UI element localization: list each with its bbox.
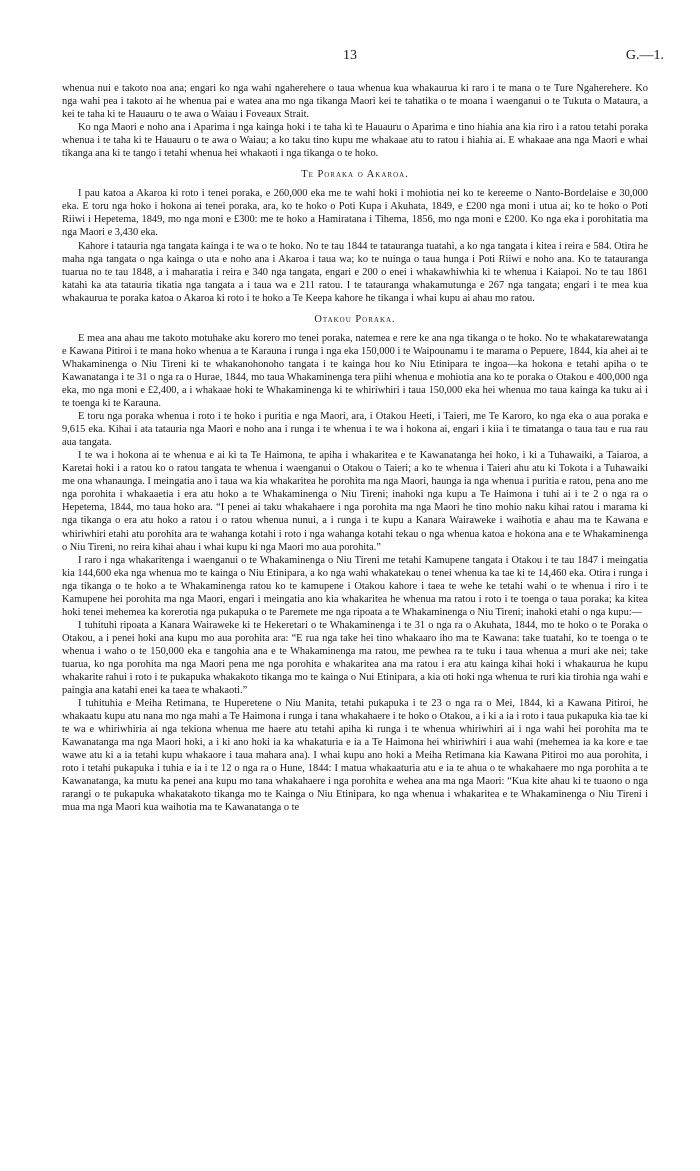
paragraph: Ko nga Maori e noho ana i Aparima i nga kainga hoki i te taha ki te Hauauru o Aparima e tino hiahia ana kia riro i a ratou tetahi poraka whenua i te taha ki te Hauauru o te awa o Waiau; a ko taku tino kupu me whakaae atu to ratou i hiahia ai. E whakaae ana nga Maori e whai tikanga ana ki te tango i tetahi whenua hei whakaoti i nga tikanga o te hoko. xyxy=(62,122,648,160)
paragraph: whenua nui e takoto noa ana; engari ko nga wahi ngaherehere o taua whenua kua whakaurua ki raro i te mana o te Ture Ngaherehere. Ko nga wahi pea i takoto ai he whenua pai e watea ana mo nga tikanga Maori kei te tahatika o te moana i waenganui o te Tukuta o Mataura, a kei te taha ki te Hauauru o te awa o Waiau i Foveaux Strait. xyxy=(62,83,648,121)
paragraph: I pau katoa a Akaroa ki roto i tenei poraka, e 260,000 eka me te wahi hoki i mohiotia nei ko te kereeme o Nanto-Bordelaise e 30,000 eka. E toru nga hoko i hokona ai tenei poraka, ara, ko te hoko o Poti Kupa i Akuhata, 1849, e £200 nga moni i utua ai; ko te hoko o Poti Riiwi i Hepetema, 1849, mo nga moni e £300: me te hoko a Hamiratana i Tihema, 1856, mo nga moni e £200. Ko nga eka i porohitatia ma nga Maori e 3,430 eka. xyxy=(62,188,648,239)
paragraph: I tuhituhia e Meiha Retimana, te Huperetene o Niu Manita, tetahi pukapuka i te 23 o nga ra o Mei, 1844, ki a Kawana Pitiroi, he whakaatu kupu atu nana mo nga mahi a Te Haimona i runga i tana whakahaere i te hoko o Otakou, a i ki a ia i roto i taua pukapuka kia tae ki te wa e whiriwhiria ai nga tekiona whenua me haere atu tetahi apiha ki runga i te whenua whiriwhiri ai i nga wahi hei porohita ma te Kawanatanga ma nga Maori hoki, a i ki ano hoki ia ka whakaturia e ia a Te Haimona hei whiriwhiri i aua wahi (mehemea ia ka kore e tae wawe atu ki a ia tetahi kupu whakaore i taua mahara ana). I whai kupu ano hoki a Meiha Retimana kia Kawana Pitiroi mo aua porohita, i roto i tetahi pukapuka i tuhia e ia i te 12 o nga ra o Hune, 1844: I matua whakaaturia atu e ia te ahua o te whakahaere mo nga porohita a te Kawanatanga, ka mutu ka penei ana kupu mo tana whakahaere i nga porohita e wehea ana ma nga Maori: “Kua kite ahau ki te tuaono o nga rarangi o te pukapuka whakatakoto tikanga mo te Kainga o Niu Etinipara, ko nga whenua i whakaritea e te Whakaminenga o Niu Tireni i mua ma nga Maori kua waihotia ma te Kawanatanga o te xyxy=(62,698,648,814)
paragraph: I raro i nga whakaritenga i waenganui o te Whakaminenga o Niu Tireni me tetahi Kamupene tangata i Otakou i te tau 1847 i meingatia kia 144,600 eka nga whenua mo te kainga o Niu Etinipara, a ko nga wahi whakatekau o tenei whenua ka tae ki te 14,460 eka. Otira i runga i nga tikanga o te hoko a te Whakaminenga ratou ko te kamupene i Otakou kahore i taea te wehe ke tetahi wahi o te whenua i riro i te Kamupene hei porohita ma nga Maori, engari i meingatia ano kia whakaritea he whenua ma ratou i roto i te toenga o taua poraka; ka kitea hoki tenei mehemea ka korerotia nga pukapuka o te Paremete me nga ripoata a te Whakaminenga o Niu Tireni; inahoki etahi o nga kupu:— xyxy=(62,554,648,618)
section-continuation xyxy=(62,82,648,160)
paragraph: E toru nga poraka whenua i roto i te hoko i puritia e nga Maori, ara, i Otakou Heeti, i Taieri, me Te Karoro, ko nga eka o aua poraka e 9,615 eka. Kihai i ata tatauria nga Maori e noho ana i runga i te whenua i te wa i hokona ai, engari i kiia i te timatanga o taua tau e rua rau aua tangata. xyxy=(62,411,648,449)
paragraph: Kahore i tatauria nga tangata kainga i te wa o te hoko. No te tau 1844 te tatauranga tuatahi, a ko nga tangata i kitea i reira e 584. Otira he maha nga tangata o nga kainga o uta e noho ana i Akaroa i taua wa; ko te nuinga o taua hunga i Poti Riiwi e noho ana. Ko te tatauranga tuarua no te tau 1848, a i maharatia i reira e 340 nga tangata, engari e 200 o enei i whakawhiwhia ki te whenua i Kaiapoi. No te tau 1861 katahi ka ata tatauria tikatia nga tangata a i taua wa e 211 ratou. I te tatauranga whakamutunga e 267 nga tangata; engari i te mea kua whakaurua te poraka katoa o Akaroa ki roto i te hoko a Te Keepa kahore he tikanga i whai kupu ai ahau mo ratou. xyxy=(62,240,648,304)
document-body xyxy=(62,82,648,815)
paragraph: E mea ana ahau me takoto motuhake aku korero mo tenei poraka, natemea e rere ke ana nga tikanga o te hoko. No te whakatarewatanga e Kawana Pitiroi i te mana hoko whenua a te Karauna i runga i nga eka 150,000 i te Waipounamu i te marama o Pepuere, 1844, kia ahei ai te Whakaminenga o Niu Tireni ki te whakanohonoho tangata i te kainga hou ko Niu Etinipara te ingoa—ka hokona e tetahi apiha o te Kawanatanga i te 31 o nga ra o Hurae, 1844, mo taua Whakaminenga tera piihi whenua e mohiotia ana ko te poraka o Otakou e 400,000 nga eka, mo nga moni e £2,400, a i whakaae hoki te Whakaminenga ki te whiriwhiri i taua 150,000 eka hei whenua mo taua kainga ka tuku ai i te toenga ki te Karauna. xyxy=(62,332,648,410)
document-reference: G.—1. xyxy=(625,48,664,63)
paragraph: I te wa i hokona ai te whenua e ai ki ta Te Haimona, te apiha i whakaritea e te Kawanatanga hei hoko, i ki a Tuhawaiki, a Taiaroa, a Karetai hoki i a ratou ko o ratou tangata te whenua i waenganui o Otakou o Taieri; a ko te whenua i Taieri ahu atu ki Tokota i a Tuhawaiki me ona whanaunga. I meingatia ano i taua wa kia whakaritea he porohita ma nga Maori, haunga ia nga whenua i puritia e ratou, pena ano me nga porohita i whakaaetia i era atu hoko a te Whakaminenga o Niu Tireni; inahoki nga kupu a Te Haimona i tuhi ai i te 2 o nga ra o Hepetema, 1844, mo taua hoko ara. “I penei ai taku whakahaere i nga porohita ma nga Maori he tino mohio naku kihai ratou i marama ki nga tikanga o era atu hoko a ratou i o ratou whenua nunui, a i runga i te kupu a Kanara Wairaweke i waihotia e ahau ma te Kawana e whiriwhiri etahi atu porohita ara te wahanga kotahi i roto i nga wahanga kotahi tekau o nga whenua katoa e hokona ana e te Whakaminenga o Niu Tireni, no reira kihai ahau i whai kupu ki nga Maori mo aua porohita.” xyxy=(62,450,648,553)
section-akaroa xyxy=(62,168,648,304)
paragraph: I tuhituhi ripoata a Kanara Wairaweke ki te Hekeretari o te Whakaminenga i te 31 o nga ra o Akuhata, 1844, mo te hoko o te Poraka o Otakou, a i penei hoki ana kupu mo aua porohita ara: “E rua nga take hei tino whakaaro iho ma te Kawana: take tuatahi, ko te toenga o te whenua i waho o te 150,000 eka e tangohia ana e te Whakaminenga ma ratou, me pewhea ra te tuku i taua whenua a muri ake nei; take tuarua, ko nga porohita ma nga Maori pena me nga porohita e whakaritea ana ma ratou i era atu kainga kihai hoki i whakaurua he kupu whakarite rahui i roto i te pukapuka whakakoto tikanga mo te kainga o Nui Etinipara, a kia oti hoki nga whenua te ruri kia tirohia nga wahi e paingia ana katahi enei ka taea te whakaoti.” xyxy=(62,619,648,697)
page-number: 13 xyxy=(343,48,357,63)
section-heading: Otakou Poraka. xyxy=(314,313,396,325)
section-otakou xyxy=(62,313,648,815)
section-heading: Te Poraka o Akaroa. xyxy=(301,169,409,181)
